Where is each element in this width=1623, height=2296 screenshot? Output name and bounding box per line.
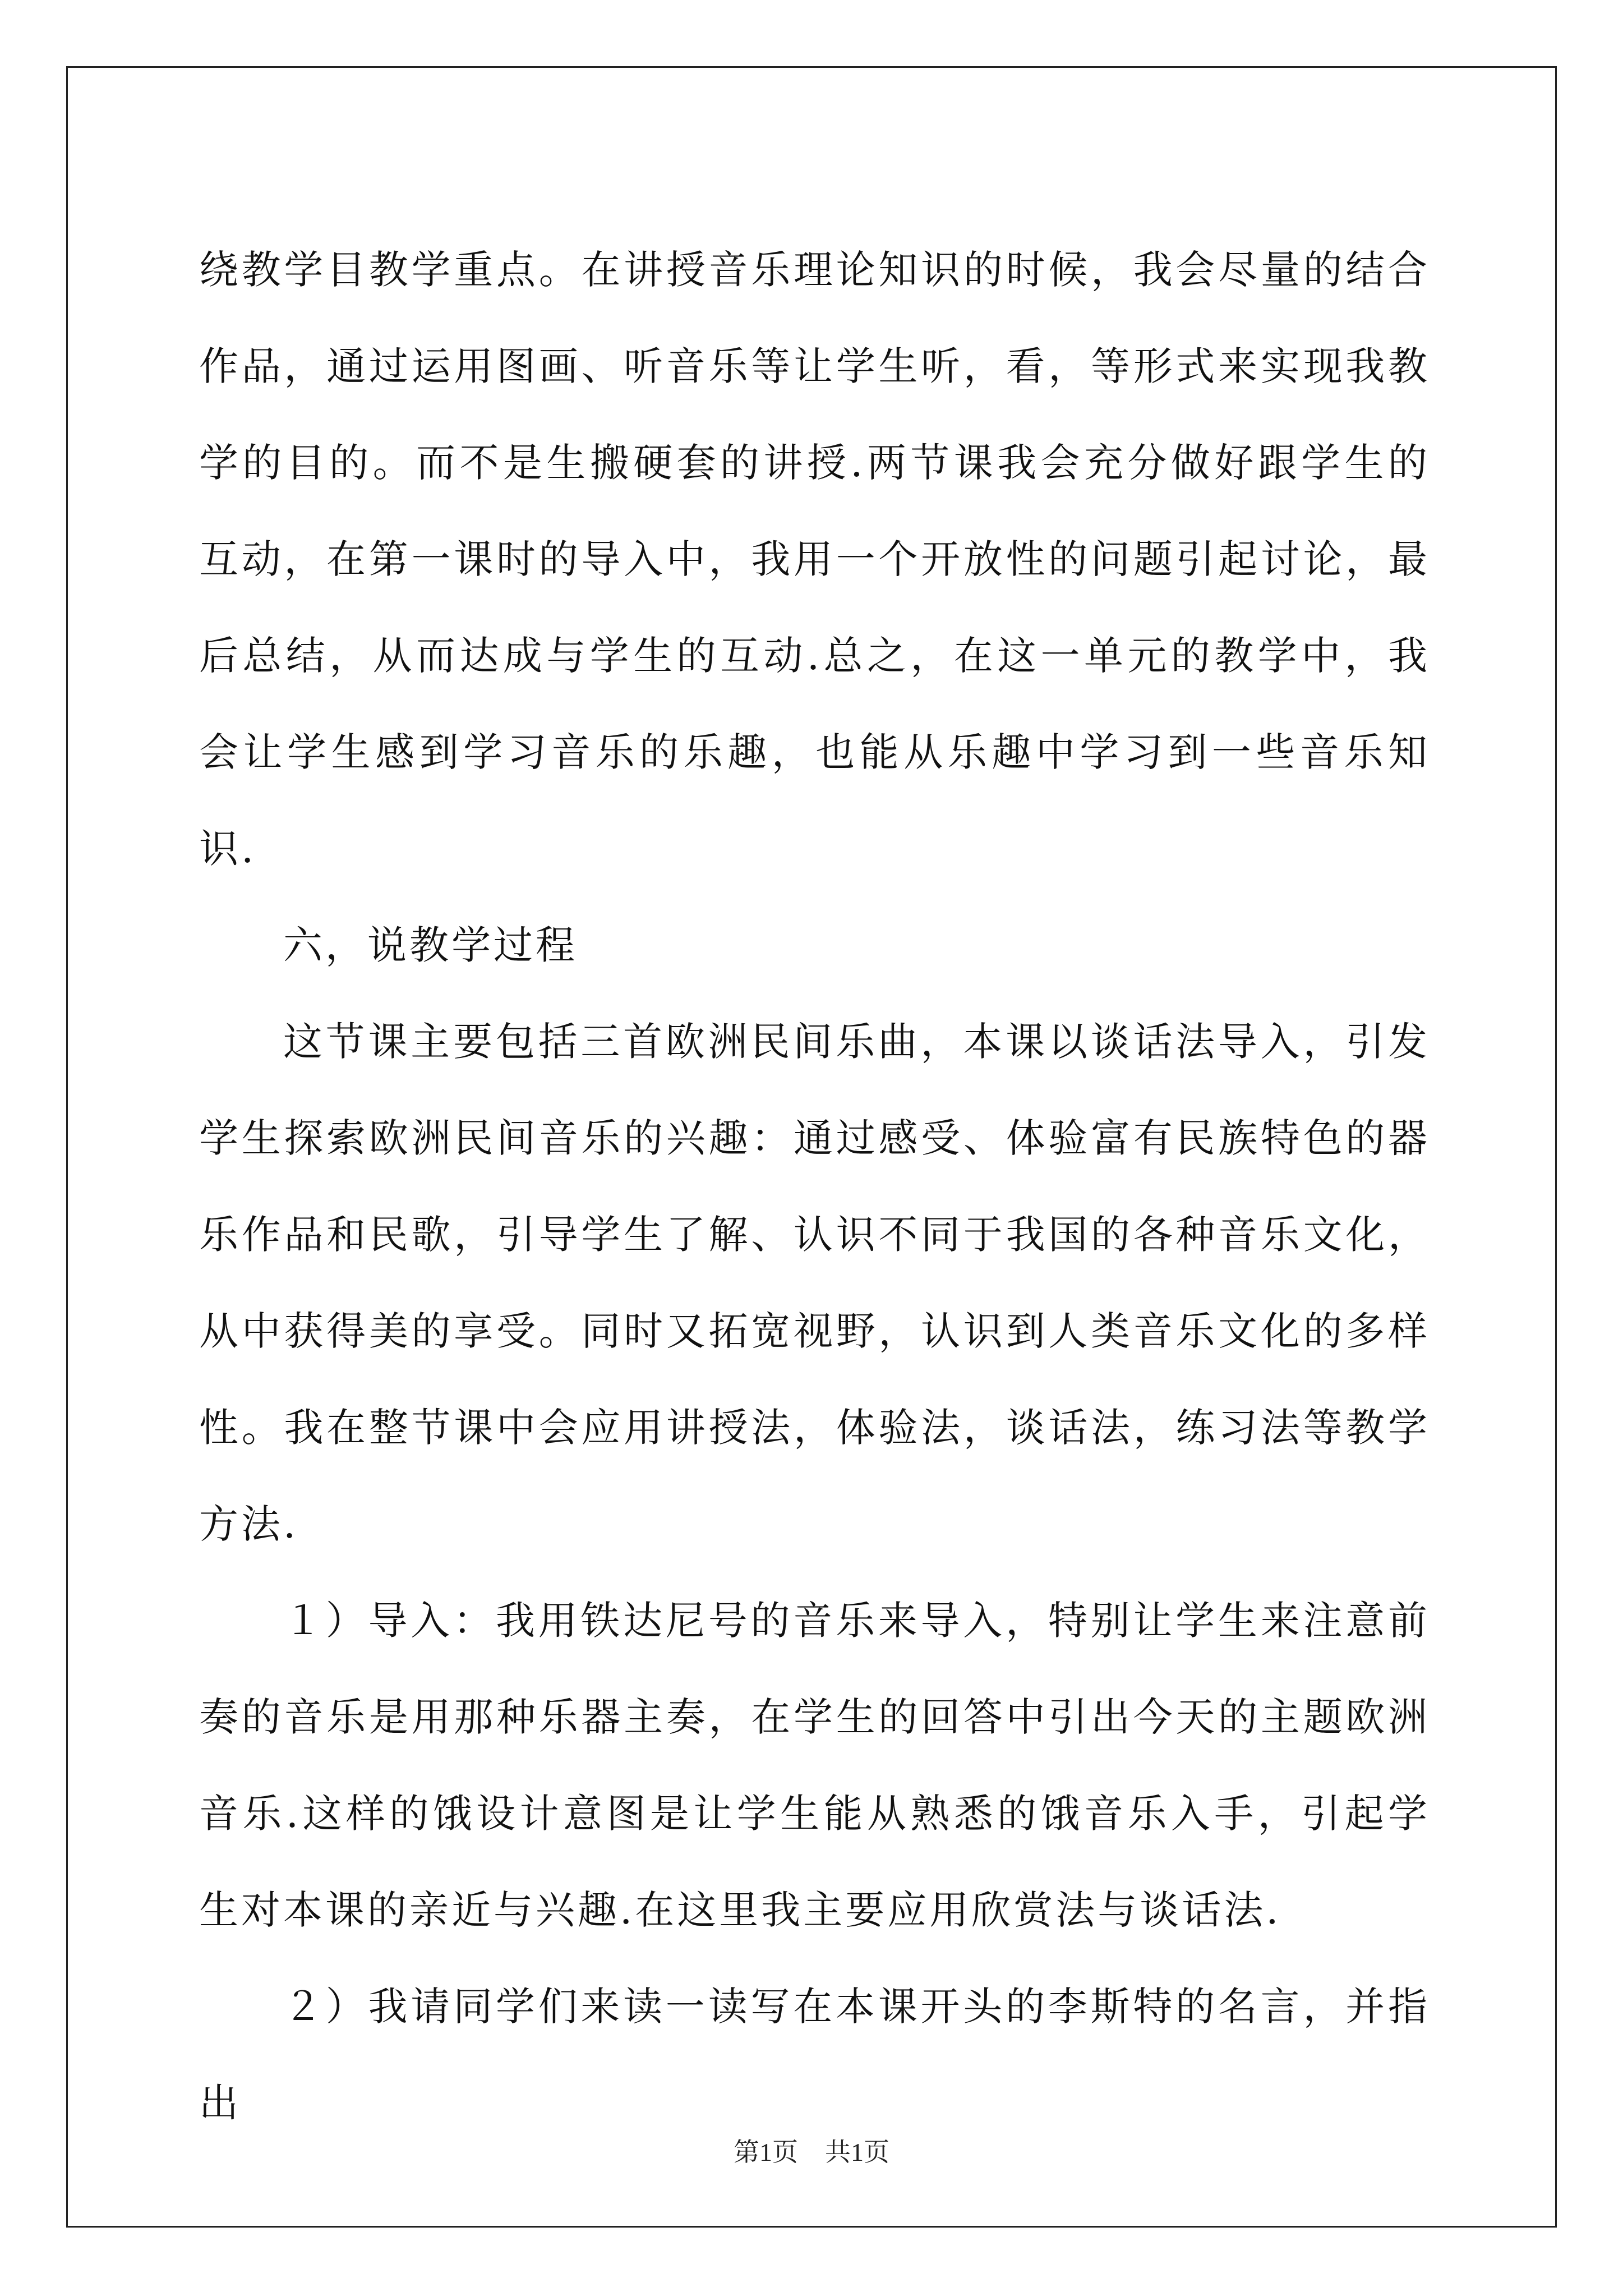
page-number: 第1页 xyxy=(734,2138,798,2166)
section-heading-teaching-process: 六，说教学过程 xyxy=(283,922,578,968)
paragraph-continuation: 绕教学目教学重点。在讲授音乐理论知识的时候，我会尽量的结合作品，通过运用图画、听音乐等让学生听，看，等形式来实现我教学的目的。而不是生搬硬套的讲授.两节课我会充分做好跟学生的互动，在第一课时的导入中，我用一个开放性的问题引起讨论，最后总结，从而达成与学生的互动.总之，在这一单元的教学中，我会让学生感到学习音乐的乐趣，也能从乐趣中学习到一些音乐知识. xyxy=(199,247,1430,872)
paragraph-step-2: ２）我请同学们来读一读写在本课开头的李斯特的名言，并指出 xyxy=(199,1984,1430,2126)
paragraph-lesson-overview: 这节课主要包括三首欧洲民间乐曲，本课以谈话法导入，引发学生探索欧洲民间音乐的兴趣：通过感受、体验富有民族特色的器乐作品和民歌，引导学生了解、认识不同于我国的各种音乐文化，从中获得美的享受。同时又拓宽视野，认识到人类音乐文化的多样性。我在整节课中会应用讲授法，体验法，谈话法，练习法等教学方法. xyxy=(199,1019,1430,1547)
paragraph-step-1-introduction: １）导入：我用铁达尼号的音乐来导入，特别让学生来注意前奏的音乐是用那种乐器主奏，在学生的回答中引出今天的主题欧洲音乐.这样的饿设计意图是让学生能从熟悉的饿音乐入手，引起学生对本课的亲近与兴趣.在这里我主要应用欣赏法与谈话法. xyxy=(199,1598,1430,1933)
total-pages: 共1页 xyxy=(825,2138,889,2166)
page-footer xyxy=(0,2132,1623,2169)
document-body xyxy=(199,222,1430,2151)
